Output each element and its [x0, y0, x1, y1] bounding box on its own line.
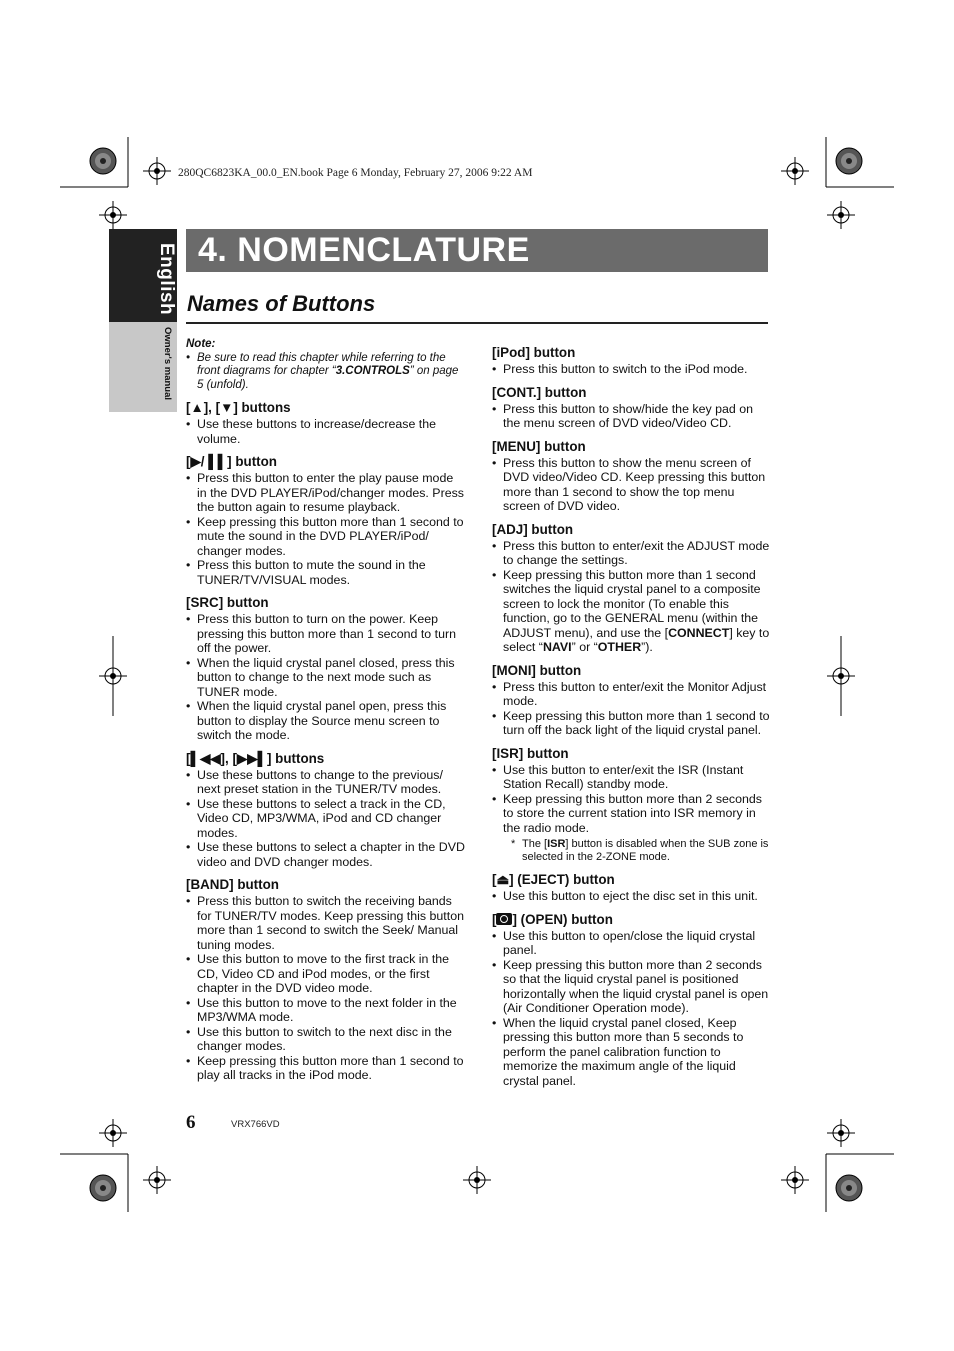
note-block — [186, 337, 466, 392]
note-item: • Be sure to read this chapter while referring to the front diagrams for chapter “3.CONTROLS” on page 5 (unfold). — [186, 352, 466, 393]
list-item: • Use these buttons to select a chapter in the DVD video and DVD changer modes. — [186, 840, 466, 869]
list-item: • Use this button to move to the next folder in the MP3/WMA mode. — [186, 996, 466, 1025]
list-item: • Keep pressing this button more than 1 second switches the liquid crystal panel to a composite screen to lock the monitor (To enable this function, go to the GENERAL menu (within the ADJUST menu), and use the [CONNECT] key to select “NAVI” or “OTHER”). — [492, 568, 772, 655]
list-item: • Use these buttons to select a track in the CD, Video CD, MP3/WMA, iPod and CD changer modes. — [186, 797, 466, 841]
eject-list — [492, 889, 772, 904]
list-item: • Press this button to enter the play pause mode in the DVD PLAYER/iPod/changer modes. Press the button again to resume playback. — [186, 471, 466, 515]
list-item: • Use this button to open/close the liquid crystal panel. — [492, 929, 772, 958]
model-number: VRX766VD — [231, 1119, 280, 1130]
list-item: • When the liquid crystal panel open, press this button to display the Source menu screen to switch the mode. — [186, 699, 466, 743]
section-heading: [MENU] button — [492, 438, 586, 454]
bullet-list — [492, 456, 772, 514]
section-heading: [iPod] button — [492, 345, 576, 360]
list-item: • Press this button to enter/exit the ADJUST mode to change the settings. — [492, 539, 772, 568]
list-item: • Use this button to move to the first track in the CD, Video CD and iPod modes, or the first chapter in the DVD video mode. — [186, 952, 466, 996]
isr-subnote: * The [ISR] button is disabled when the SUB zone is selected in the 2-ZONE mode. — [492, 838, 772, 864]
section-heading: [ISR] button — [492, 745, 569, 761]
list-item: • Keep pressing this button more than 2 seconds so that the liquid crystal panel is positioned horizontally when the liquid crystal panel is open (Air Conditioner Operation mode). — [492, 958, 772, 1016]
list-item: • Press this button to show/hide the key pad on the menu screen of DVD video/Video CD. — [492, 402, 772, 431]
list-item: • Press this button to turn on the power. Keep pressing this button more than 1 second to turn off the power. — [186, 612, 466, 656]
list-item: • Use this button to switch to the next disc in the changer modes. — [186, 1025, 466, 1054]
section-heading: [▶/ ▌▌] button — [186, 454, 277, 469]
section-heading: [ ] (OPEN) button — [492, 911, 613, 927]
bullet-list — [186, 894, 466, 1083]
section-divider — [186, 322, 768, 324]
open-list — [492, 929, 772, 1089]
side-tab — [109, 229, 177, 412]
list-item: • When the liquid crystal panel closed, Keep pressing this button more than 5 seconds to perform the panel calibration function to memorize the maximum angle of the liquid crystal panel. — [492, 1016, 772, 1089]
list-item: • Use these buttons to increase/decrease the volume. — [186, 417, 466, 446]
list-item: • When the liquid crystal panel closed, press this button to change to the next mode such as TUNER mode. — [186, 656, 466, 700]
list-item: • Keep pressing this button more than 1 second to mute the sound in the DVD PLAYER/iPod/ changer modes. — [186, 515, 466, 559]
section-heading: [ADJ] button — [492, 521, 574, 537]
left-column — [186, 337, 466, 1083]
list-item: • Keep pressing this button more than 2 seconds to store the current station into ISR memory in the radio mode. — [492, 792, 772, 836]
chapter-bar — [186, 229, 768, 272]
section-title: Names of Buttons — [187, 291, 376, 316]
section-heading: [▲], [▼] buttons — [186, 400, 291, 415]
page-number: 6 — [186, 1112, 196, 1133]
print-header: 280QC6823KA_00.0_EN.book Page 6 Monday, February 27, 2006 9:22 AM — [178, 167, 533, 179]
list-item: • Press this button to show the menu screen of DVD video/Video CD. Keep pressing this button more than 1 second to show the top menu screen of DVD video. — [492, 456, 772, 514]
list-item: • Keep pressing this button more than 1 second to turn off the back light of the liquid crystal panel. — [492, 709, 772, 738]
adj-list — [492, 539, 772, 655]
bullet-list — [186, 417, 466, 446]
list-item: • Use this button to eject the disc set in this unit. — [492, 889, 772, 904]
chapter-title: 4. NOMENCLATURE — [198, 231, 530, 269]
list-item: • Press this button to switch the receiving bands for TUNER/TV modes. Keep pressing this button more than 1 second to switch the Seek/ Manual tuning modes. — [186, 894, 466, 952]
bullet-list — [186, 471, 466, 587]
bullet-list — [492, 362, 772, 377]
section-heading: [⏏] (EJECT) button — [492, 872, 615, 887]
list-item: • Press this button to switch to the iPod mode. — [492, 362, 772, 377]
moni-list — [492, 680, 772, 738]
open-button-icon — [496, 913, 512, 925]
note-list — [186, 352, 466, 393]
left-sections — [186, 400, 466, 1083]
bullet-list — [186, 768, 466, 870]
bullet-list — [186, 612, 466, 743]
section-heading: [SRC] button — [186, 595, 269, 610]
section-heading: [BAND] button — [186, 877, 279, 892]
section-heading: [CONT.] button — [492, 384, 587, 400]
manual-label: Owner's manual — [162, 327, 173, 401]
section-heading: [▌◀◀], [▶▶▌] buttons — [186, 750, 325, 766]
note-label: Note: — [186, 338, 216, 350]
right-top-sections — [492, 345, 772, 514]
bullet-list — [492, 402, 772, 431]
isr-list — [492, 763, 772, 836]
section-heading: [MONI] button — [492, 662, 582, 678]
list-item: • Press this button to mute the sound in the TUNER/TV/VISUAL modes. — [186, 558, 466, 587]
right-column — [492, 337, 772, 1088]
list-item: • Use these buttons to change to the previous/ next preset station in the TUNER/TV modes. — [186, 768, 466, 797]
list-item: • Keep pressing this button more than 1 second to play all tracks in the iPod mode. — [186, 1054, 466, 1083]
language-label: English — [156, 243, 177, 316]
list-item: • Use this button to enter/exit the ISR (Instant Station Recall) standby mode. — [492, 763, 772, 792]
list-item: • Press this button to enter/exit the Monitor Adjust mode. — [492, 680, 772, 709]
